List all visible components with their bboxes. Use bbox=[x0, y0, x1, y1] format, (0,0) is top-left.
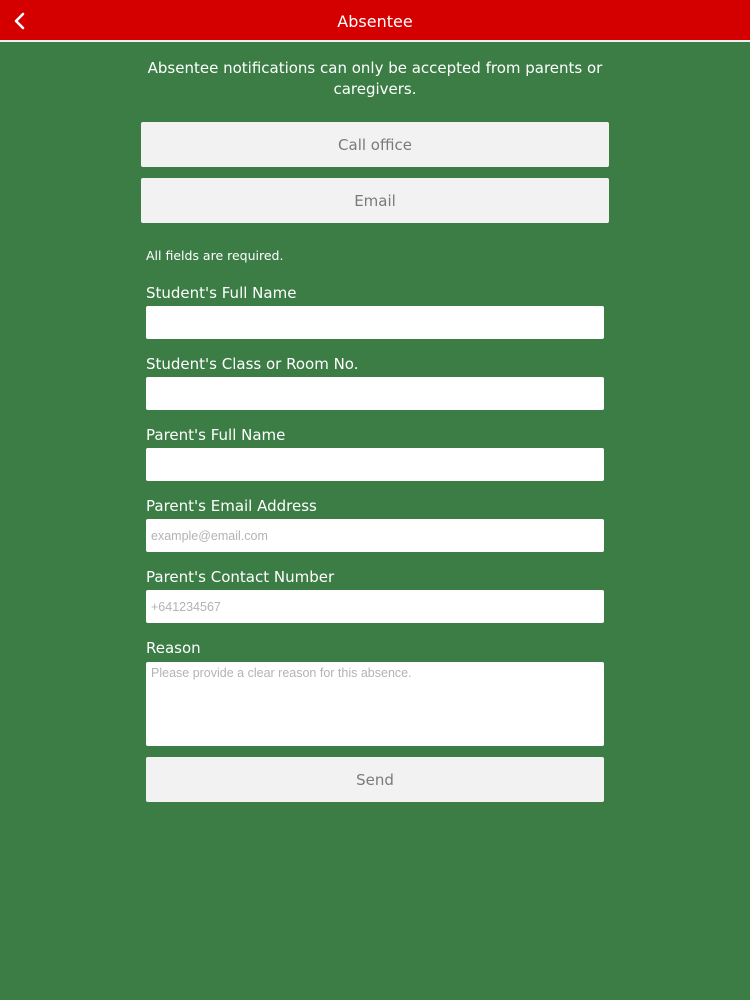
parent-email-label: Parent's Email Address bbox=[146, 497, 317, 515]
reason-textarea[interactable] bbox=[146, 662, 604, 746]
app-header bbox=[0, 0, 750, 42]
page-title: Absentee bbox=[337, 12, 413, 31]
student-class-input[interactable] bbox=[146, 377, 604, 410]
parent-phone-input[interactable] bbox=[146, 590, 604, 623]
student-name-label: Student's Full Name bbox=[146, 284, 297, 302]
required-note: All fields are required. bbox=[146, 248, 284, 263]
email-button[interactable]: Email bbox=[141, 178, 609, 223]
student-name-input[interactable] bbox=[146, 306, 604, 339]
parent-name-label: Parent's Full Name bbox=[146, 426, 286, 444]
parent-phone-label: Parent's Contact Number bbox=[146, 568, 335, 586]
call-office-button[interactable]: Call office bbox=[141, 122, 609, 167]
send-button[interactable]: Send bbox=[146, 757, 604, 802]
intro-text: Absentee notifications can only be accepted from parents or caregivers. bbox=[147, 59, 603, 98]
student-class-label: Student's Class or Room No. bbox=[146, 355, 359, 373]
reason-label: Reason bbox=[146, 639, 201, 657]
parent-name-input[interactable] bbox=[146, 448, 604, 481]
parent-email-input[interactable] bbox=[146, 519, 604, 552]
